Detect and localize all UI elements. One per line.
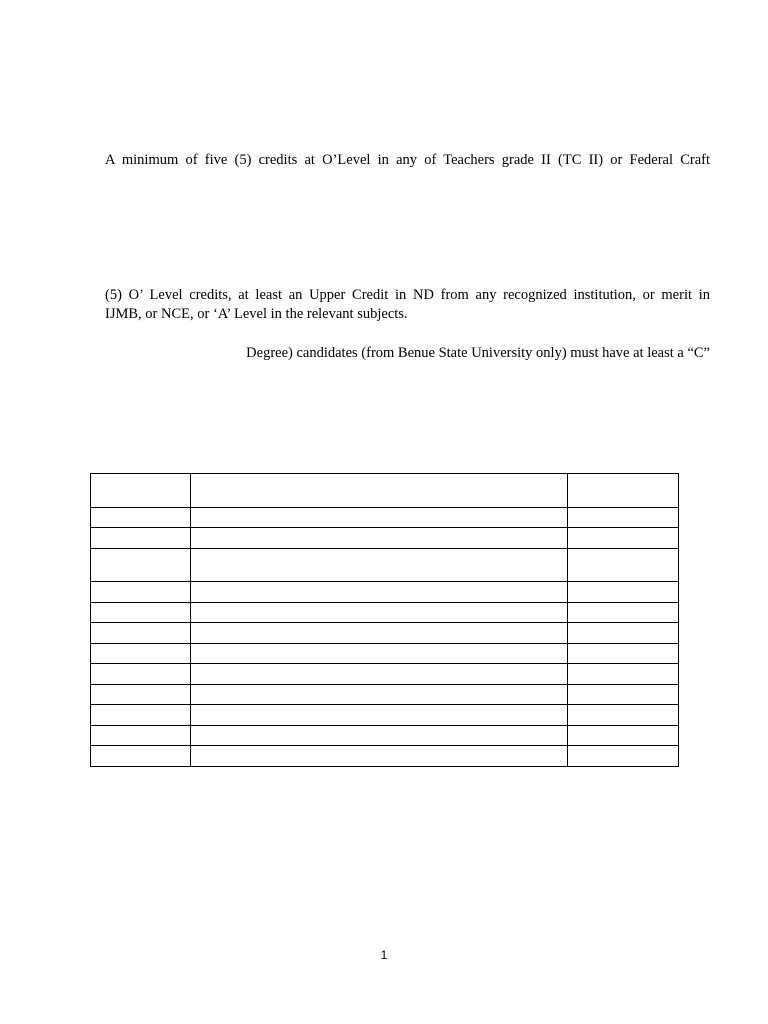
table-cell (568, 603, 679, 623)
table-cell (91, 549, 191, 582)
table-cell (568, 582, 679, 603)
table-cell (191, 528, 568, 549)
table-row (91, 664, 679, 685)
table-cell (568, 508, 679, 528)
table-row (91, 582, 679, 603)
paragraph-line: A minimum of five (5) credits at O’Level in any of Teachers grade II (TC II) or Federal Craft (105, 152, 710, 168)
table-cell (568, 685, 679, 705)
paragraph-line: IJMB, or NCE, or ‘A’ Level in the relevant subjects. (105, 306, 408, 322)
table-cell (191, 623, 568, 644)
table-row (91, 644, 679, 664)
table-cell (191, 474, 568, 508)
table-cell (568, 746, 679, 767)
table-row (91, 474, 679, 508)
paragraph-entry-requirements (105, 151, 710, 170)
table-row (91, 746, 679, 767)
table-cell (568, 474, 679, 508)
table-cell (568, 705, 679, 726)
table-cell (91, 664, 191, 685)
table-cell (191, 685, 568, 705)
table-cell (91, 603, 191, 623)
table-cell (91, 582, 191, 603)
table-row (91, 623, 679, 644)
table-cell (91, 474, 191, 508)
table-cell (91, 705, 191, 726)
table-cell (568, 644, 679, 664)
table-cell (568, 528, 679, 549)
table-cell (191, 705, 568, 726)
table-cell (191, 746, 568, 767)
table-cell (191, 603, 568, 623)
table-cell (91, 644, 191, 664)
table-cell (91, 623, 191, 644)
table-cell (568, 623, 679, 644)
table-row (91, 603, 679, 623)
table-cell (91, 508, 191, 528)
table-row (91, 508, 679, 528)
table-cell (191, 582, 568, 603)
table-row (91, 528, 679, 549)
paragraph-degree-candidates (105, 344, 710, 363)
table-row (91, 705, 679, 726)
paragraph-direct-entry (105, 286, 710, 324)
table-cell (191, 549, 568, 582)
table-cell (91, 726, 191, 746)
paragraph-line: Degree) candidates (from Benue State University only) must have at least a “C” (246, 345, 710, 361)
course-table (90, 473, 679, 767)
table-cell (568, 664, 679, 685)
table-cell (191, 508, 568, 528)
table-cell (91, 746, 191, 767)
table-row (91, 685, 679, 705)
paragraph-line: (5) O’ Level credits, at least an Upper Credit in ND from any recognized institution, or merit in (105, 287, 710, 303)
table-cell (191, 664, 568, 685)
table-row (91, 726, 679, 746)
page-number: 1 (380, 948, 388, 962)
table-cell (568, 549, 679, 582)
table-row (91, 549, 679, 582)
table-cell (91, 685, 191, 705)
table-cell (191, 726, 568, 746)
table-cell (91, 528, 191, 549)
table-cell (191, 644, 568, 664)
table-cell (568, 726, 679, 746)
